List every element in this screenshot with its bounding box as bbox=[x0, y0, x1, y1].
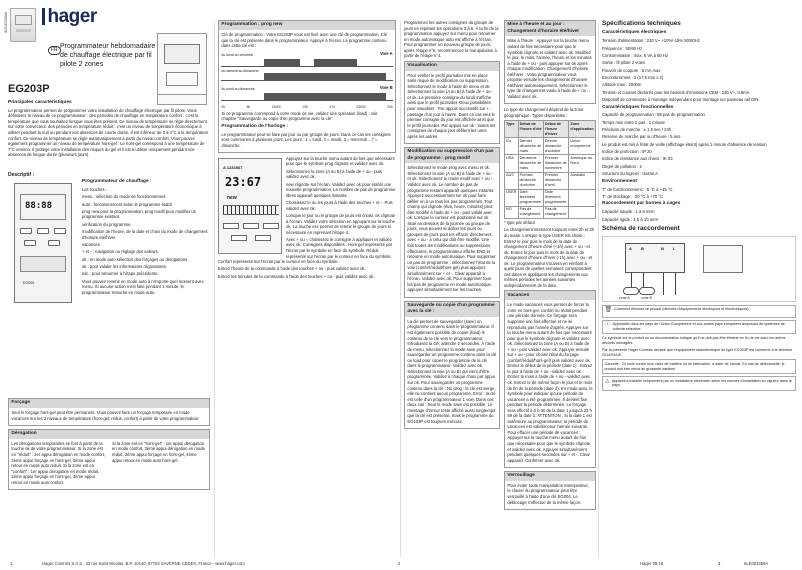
warning-box: ⚠ Appareil à installer uniquement par un installateur électricien selon les normes d'installation en vigueur dans le pays. bbox=[602, 376, 796, 391]
key-desc-menu: menu : sélection du mode de fonctionnement bbox=[82, 194, 166, 200]
footer-address: Hager Controls S.A.S., 33 rue Saint-Nicolas, B.P. 10140, 67703 SAVERNE CEDEX, France - www.hager.com bbox=[42, 561, 245, 566]
device-lcd: 88:88 bbox=[20, 194, 66, 220]
table-header: Début de l'heure d'été bbox=[518, 120, 543, 137]
step-2: Sélectionnez la zone (A ou B) à l'aide de + ou - puis validez avec ok. bbox=[286, 168, 382, 180]
document-title: Programmateur hebdomadaire de chauffage électrique par fil pilote 2 zones bbox=[60, 43, 156, 68]
wiring-diagram: A B N L zone A zone B bbox=[602, 236, 796, 302]
modification-box: Modification ou suppression d'un pas de programme : prog modif Sélectionnez le mode prog avec menu et ok. Sélectionnez la voie (A ou B) à l'aide de + ou - et ok. Sélectionnez le mode modif avec + ou -. Validez avec ok. Le nombre de pas de programme restant apparaît quelques instants. Appuyez successivement sur ok pour faire défiler un à un tous les pas programmés. Tout champ qui clignote (état, heure, minutes) peut être modifié à l'aide de + ou - puis validé avec ok. Lorsque le curseur est positionné sur ok situé au dessous de la journée ou groupe de jours, vous pouvez le déliter les jours ou groupes de jours pour les effacer directement, avec + ou - à celui qui doit être modifié. Une fois toutes les modifications ou suppressions effectuées, le programmateur affiche END et retourne en mode automatique. Pour supprimer un pas de programme : sélectionnez l'état de la voie (confort/réduit/hors-gel) puis appuyez simultanément sur + et -. Clear apparaît à l'écran. Validez avec ok. Pour supprimer tous les pas de programme en mode automatique, appuyez simultanément sur les touches. bbox=[404, 147, 500, 298]
derogation-box: Dérogation Les dérogations temporaires se font à partir de la touche ok de votre programmateur. Si la zone est en "réduit" : 1er appui dérogation en mode confort, 2ème appui forçage en hors-gel, 3ème appui retour en mode auto réduit. Si la zone est en "confort" : 1er appui dérogation en mode réduit, 2ème appui forçage en hors-gel, 3ème appui retour en mode auto confort. Si la zone est en "hors-gel" : 1er appui dérogation en mode confort, 2ème appui dérogation en mode réduit, 3ème appui forçage en hors-gel, 4ème appui retour en mode auto hors-gel. bbox=[8, 429, 210, 490]
table-header: Type bbox=[505, 120, 519, 137]
table-row: EU Dernier dimanche de mars Dernier dimanche d'octobre Union européenne bbox=[505, 138, 596, 155]
step-7: Entrez l'heure de la commande à l'aide des touches + ou - puis validez avec ok. bbox=[218, 266, 366, 272]
footer-date: Hager 09.18 bbox=[640, 561, 664, 566]
dst-table bbox=[504, 120, 596, 219]
key-desc-verify: vérification du programme. bbox=[82, 221, 132, 227]
timeline-times: 0h 6h 11h00 13h 17h 23h00 24h bbox=[221, 104, 393, 109]
footer-page-1: 1 bbox=[10, 561, 13, 566]
page4: Mise à l'heure et au jour : Changement d'horaire été/hiver Mise à l'heure : Appuyer sur la touche menu autant de fois nécessaire pour que le symbole clignote et validez avec ok. Modifiez le jour, le mois, l'année, l'heure et les minutes à l'aide de + ou - puis appuyer sur ok après chaque modification. Changement d'horaire été/hiver : Votre programmateur vous propose ensuite les changements d'horaire été/hiver automatiquement. Sélectionnez le type de changement voulu à l'aide de + ou -. Validez avec ok. Le type de changement dépend de la zone géographique. Types disponibles : Type Début de l'heure d'été Début de l'heure d'hiver Zone d'application EU Dernier dimanche de mars Dernier dimanche d'octobre Union européenne USA Deuxième dimanche de mars Premier dimanche de novembre Amérique du Nord AUS Premier dimanche d'octobre Premier dimanche d'avril Australie USER Date librement programmée Date librement programmée NO Pas de changement Pas de changement * type par défaut Le changement intervient toujours entre 2h et 3h du matin. Lorsque le type USER est choisi : Entrez le jour puis le mois de la date de changement d'heure d'été (+1h) avec + ou - et ok. Entrez le jour puis le mois de la date de changement d'heure d'hiver (-1h) avec + ou - et ok. Le programmateur trouvera en vérifiant à quels jours de quelles semaines correspondent ces dates et appliquera les changements aux mêmes périodes les années suivantes indépendamment de la date. Vacances Le mode vacances vous permet de forcer la zone en hors-gel, confort ou réduit pendant une période donnée. Ce forçage sera supprimé une fois effectué et ne se reproduira pas l'année d'après. Appuyer sur la touche menu autant de fois que nécessaire pour que le symbole clignote et validez avec ok. Sélectionnez la zone (A ou B) à l'aide de + ou - puis validez avec ok. Appuyer ensuite sur + ou - pour choisir l'état du forçage (confort/réduit/hors-gel) puis validez avec ok. Entrez le début de la période (date 1) : Entrez le jour à l'aide de + ou - validez avec ok. Entrez le mois à l'aide de + ou - validez avec ok. Entrez le de même façon le jour et le mois de fin de la période (date 2). En mode auto, le symbole pour indiquer qu'une période de vacances a été programmée. Il devient fixe pendant la période déterminée. Le forçage sera effectif à 0 h 00 de la date 1 jusqu'à 23 h 59 de la date 2. ATTENTION : Si la date 1 est antérieure au programmateur, la période de vacances est validée pour l'année suivante. Pour effacer une période de vacances : Appuyer sur la touche menu autant de fois que nécessaire pour que le symbole clignote et validez avec ok. Appuyer simultanément pendant quelques secondes sur + et -. Clear apparaît. Confirmer avec ok. Verrouillage Pour éviter toute manipulation intempestive, le clavier du programmateur peut être verrouillé à l'aide d'une clé EG004. Le déblocage s'effectue de la même façon. bbox=[504, 20, 596, 556]
return-auto-note: Vous pouvez revenir en mode auto à n'importe quel moment avec menu. Si aucune action n'est faite pendant 1 minute, le programmateur retourne en mode auto. bbox=[82, 278, 204, 295]
step-1: Appuyez sur la touche menu autant de fois que nécessaire pour que le symbole prog clignote et validez avec ok. bbox=[286, 155, 395, 167]
key-desc-esc: esc : pour retourner à l'étape précédente. bbox=[82, 271, 159, 277]
product-photo bbox=[10, 8, 36, 42]
esc-key[interactable] bbox=[54, 228, 66, 234]
time-setting-box: Mise à l'heure et au jour : Changement d'horaire été/hiver Mise à l'heure : Appuyer sur la touche menu autant de fois nécessaire pour que le symbole clignote et validez avec ok. Modifiez le jour, le mois, l'année, l'heure et les minutes à l'aide de + ou - puis appuyer sur ok après chaque modification. Changement d'horaire été/hiver : Votre programmateur vous propose ensuite les changements d'horaire été/hiver automatiquement. Sélectionnez le type de changement voulu à l'aide de + ou -. Validez avec ok. bbox=[504, 20, 596, 104]
table-row: USA Deuxième dimanche de mars Premier dimanche de novembre Amérique du Nord bbox=[505, 155, 596, 172]
save-box: Sauvegarde ou copie d'un programme avec la clé : La clé permet de sauvegarder (save) un programme contenu dans le programmateur. Il est également possible de copier (load) le contenu de la clé vers le programmateur. Introduisez la clé, attendre 2 secondes. À l'aide de menu, sélectionnez la mode save pour sauvegarder un programme contenu dans la clé ou load pour copier le programme de la clé dans le programmateur. Validez avec ok. Sélectionnez la voie (A ou B) qui vient d'être programmée. Validez à chaque choix par appui sur ok. Pour sauvegarder un programme contenu dans la clé : No prog : la clé est vierge, elle ne contient aucun programme. Error : la clé est celle d'un programmateur 1 voie. Dans ces deux cas : Seul le mode save est possible. Le message d'erreur reste affiché aussi longtemps que la clé est présente, mais le programme du EG103P est toujours exécuté. bbox=[404, 301, 500, 429]
page1-boxes bbox=[8, 398, 210, 493]
page5: Spécifications techniques Caractéristiques électriques Tension d'alimentation : 230 V~ +10%/-15% 50/60Hz Fréquence : 50/60 Hz Consommation : max. 6 VA à 50 Hz Sortie : fil pilote 2 voies Pouvoir de coupure : 5 mA max Encombrement : 2 (17,5 mm x 2) Altitude max : 2000m Tension et courant déclarés pour les besoins d'émissions CEM : 230 V~, 0.8mA Dispositif de commande à montage indépendant pour montage sur panneau rail DIN. Caractéristiques fonctionnelles Capacité de programmation : 56 pas de programmation Temps mini entre 2 pas : 1 minute Précision de marche : ± 1,5 sec / 24h Réserve de marche par ou d'heure : 5 ans Le produit est mis à l'état de veille (affichage éteint) après 1 minute d'absence de tension Indice de protection : IP 20 Indice de résistance aux chocs : IK 03 Degré de pollution : 2 Structure du logiciel : classe A Environnement T° de fonctionnement : -5 °C à +45 °C T° de stockage : -20 °C à +70 °C Raccordement par bornes à cages Capacité souple : 1 à 6 mm² Capacité rigide : 1,5 à 10 mm² Schéma de raccordement A B N L zone A zone B 🗑 Comment éliminer ce produit (déchets d'équipements électriques et électroniques). ⓘ Applicable dans les pays de l'Union Européenne et aux autres pays européens disposant de systèmes de collecte sélective. Ce symbole sur le produit ou sa documentation indique qu'il ne doit pas être éliminé en fin de vie avec les autres déchets ménagers. Par la présente Hager Controls déclare que l'équipement radioélectrique du type EG203P est conforme à la directive 2014/53/UE. Garantie : 24 mois contre tous vices de matière ou de fabrication, à dater de l'achat. En cas de défectuosité, le produit doit être remis au grossiste habituel. ⚠ Appareil à installer uniquement par un installateur électricien selon les normes d'installation en vigueur dans le pays. bbox=[602, 20, 796, 393]
page2 bbox=[218, 20, 396, 281]
logo-bar-icon bbox=[42, 8, 45, 25]
footer-page-2: 2 bbox=[398, 561, 401, 566]
weee-notice: 🗑 Comment éliminer ce produit (déchets d'équipements électriques et électroniques). bbox=[602, 305, 796, 318]
key-desc-time: modification de l'heure, de la date et choix du mode de changement d'horaire été/hiver. bbox=[82, 229, 208, 240]
visualisation-box: Visualisation Pour vérifier le profil journalier mis en place sans risque de modification ou suppression. Sélectionnez le mode à l'aide de menu et ok. Sélectionnez la voie (A ou B) à l'aide de + ou - et ok. La première consigne du lundi s'affiche ainsi que le profil journalier. Deux possibilités pour visualiser : Par appuis successifs sur + : passage d'un jour à l'autre. Dans ce cas seul le premier consigne du jour est affichée ainsi que le profil journalier. Par appuis sur ok : toutes les consignes de chaque jour défilent les unes après les autres. bbox=[404, 61, 500, 144]
key-desc-ok: ok : pour valider les informations clignotantes. bbox=[82, 264, 167, 270]
program-timeline-a: Voie A du lundi au vendredi du samedi au dimanche bbox=[221, 51, 392, 83]
doc-code-vertical: 6LE003356A bbox=[4, 12, 8, 33]
step-6: Avec + ou -, choisissez le consigne à appliquer et validez avec ok. Consignes disponibles : Hors gel représenté par l'écran par le symbole en face du symbole. Réduit représenté sur l'écran par le curseur en face du symbole. Confort représenté sur l'écran par le curseur en face du symbole. bbox=[218, 236, 393, 265]
warning-icon: ⚠ bbox=[604, 378, 610, 385]
menu-key[interactable] bbox=[20, 228, 32, 234]
table-header: Zone d'application bbox=[569, 120, 596, 137]
guarantee-box: Garantie : 24 mois contre tous vices de matière ou de fabrication, à dater de l'achat. En cas de défectuosité, le produit doit être remis au grossiste habituel. bbox=[602, 359, 796, 374]
key-desc-prog: prog new pour la programmation, prog modif pour modifier un programme existant. bbox=[82, 208, 197, 220]
step-5: Lorsque le jour ou le groupe de jours est choisi, ok clignote à l'écran. Validez votre sélection en appuyant sur la touche ok. La touche esc permet de retenir le groupe de jours si nécessaire en reprenant l'étape 4. bbox=[286, 212, 396, 235]
weee-bin-icon: 🗑 bbox=[604, 307, 613, 314]
program-timeline-b: Voie B du lundi au dimanche bbox=[221, 85, 392, 103]
device-illustration bbox=[157, 33, 207, 105]
key-desc-holiday: vacances. bbox=[82, 241, 101, 247]
table-row: AUS Premier dimanche d'octobre Premier dimanche d'avril Australie bbox=[505, 172, 596, 189]
model-number: EG203P bbox=[8, 83, 50, 95]
footer-code: 6LE003356A bbox=[744, 561, 769, 566]
page3: Programmez les autres consignes du groupe de jours en répétant les opérations 3 à 8. À la fin de la programmation appuyez sur menu pour retourner en mode automatique auto est affiché à l'écran. Pour programmer un nouveau groupe de jours, après l'étape n°6, recommencez la manipulation à partir de l'étape n°4. Visualisation Pour vérifier le profil journalier mis en place sans risque de modification ou suppression. Sélectionnez le mode à l'aide de menu et ok. Sélectionnez la voie (A ou B) à l'aide de + ou - et ok. La première consigne du lundi s'affiche ainsi que le profil journalier. Deux possibilités pour visualiser : Par appuis successifs sur + : passage d'un jour à l'autre. Dans ce cas seul le premier consigne du jour est affichée ainsi que le profil journalier. Par appuis sur ok : toutes les consignes de chaque jour défilent les unes après les autres. Modification ou suppression d'un pas de programme : prog modif Sélectionnez le mode prog avec menu et ok. Sélectionnez la voie (A ou B) à l'aide de + ou - et ok. Sélectionnez le mode modif avec + ou -. Validez avec ok. Le nombre de pas de programme restant apparaît quelques instants. Appuyez successivement sur ok pour faire défiler un à un tous les pas programmés. Tout champ qui clignote (état, heure, minutes) peut être modifié à l'aide de + ou - puis validé avec ok. Lorsque le curseur est positionné sur ok situé au dessous de la journée ou groupe de jours, vous pouvez le déliter les jours ou groupes de jours pour les effacer directement, avec + ou - à celui qui doit être modifié. Une fois toutes les modifications ou suppressions effectuées, le programmateur affiche END et retourne en mode automatique. Pour supprimer un pas de programme : sélectionnez l'état de la voie (confort/réduit/hors-gel) puis appuyez simultanément sur + et -. Clear apparaît à l'écran. Validez avec ok. Pour supprimer tous les pas de programme en mode automatique, appuyez simultanément sur les touches. Sauvegarde ou copie d'un programme avec la clé : La clé permet de sauvegarder (save) un programme contenu dans le programmateur. Il est également possible de copier (load) le contenu de la clé vers le programmateur. Introduisez la clé, attendre 2 secondes. À l'aide de menu, sélectionnez la mode save pour sauvegarder un programme contenu dans la clé ou load pour copier le programme de la clé dans le programmateur. Validez avec ok. Sélectionnez la voie (A ou B) qui vient d'être programmée. Validez à chaque choix par appui sur ok. Pour sauvegarder un programme contenu dans la clé : No prog : la clé est vierge, elle ne contient aucun programme. Error : la clé est celle d'un programmateur 1 voie. Dans ces deux cas : Seul le mode save est possible. Le message d'erreur reste affiché aussi longtemps que la clé est présente, mais le programme du EG103P est toujours exécuté. bbox=[404, 20, 500, 556]
step-3: new clignote sur l'écran. Validez avec ok pour établir une nouvelle programmation. Le nombre de pas de programme libres apparaît quelques instants. bbox=[286, 181, 396, 198]
table-row: USER Date librement programmée Date librement programmée bbox=[505, 189, 596, 206]
key-desc-ok-auto: ok : en mode auto sélection des forçages ou dérogations. bbox=[82, 256, 189, 262]
verrouillage-box: Verrouillage Pour éviter toute manipulation intempestive, le clavier du programmateur peut être verrouillé à l'aide d'une clé EG004. Le déblocage s'effectue de la même façon. bbox=[504, 471, 596, 510]
minus-key[interactable] bbox=[24, 240, 36, 246]
device-front-panel bbox=[14, 183, 72, 303]
ok-key[interactable] bbox=[37, 228, 49, 234]
hager-logo: hager bbox=[42, 4, 97, 29]
eu-notice: ⓘ Applicable dans les pays de l'Union Européenne et aux autres pays européens disposant de systèmes de collecte sélective. bbox=[602, 320, 796, 335]
plus-key[interactable] bbox=[48, 240, 60, 246]
key-desc-plus-minus: + et - : navigation ou réglage des valeurs. bbox=[82, 249, 159, 255]
prog-new-box: Programmation : prog new Clé de programmation : Votre EG203P vous est livré avec une clé de programmation. Clé que la clé est présente dans le programmateur. Appuyé à l'écran. Le programme contenu dans cette clé est : Voie A du lundi au vendredi du samedi au dimanche Voie B du lundi au dimanche 0h 6h 11h00 13h 17h 23h00 24h Si ce programme correspond à votre mode de vie, validez une opération (load) : voir chapitre "Sauvegarde ou copie d'un programme avec la clé". Programmation de l'horloge : Le programmateur peut se faire par jour ou par groupe de jours. Dans ce cas les consignes sont communes à plusieurs jours. Les jours : 1 = lundi, 2 = mardi, 3 = mercredi ...7 = dimanche. bbox=[218, 20, 396, 153]
page1-intro: Principales caractéristiques Le programmateur permet de programmer votre installation de chauffage électrique par fil pilote. Vous définissez le niveau de ce programmateur : des périodes de chauffage en température confort : c'est la température que vous souhaitez lorsque vous êtes présent. Ce niveau de température se règle directement sur votre convecteur. des périodes en température réduit : c'est un niveau de température économique à utiliser pendant la nuit ou pendant vos absences de courte durée. Il est inférieur de 3 à 4°C à la température confort. Ce niveau de température se règle automatiquement à partir du niveau confort. Vous pouvez également programmer un niveau de température hors-gel : Le hors-gel correspond à une température de 7°C environ. Il protège votre installation des risques du gel et il est à utiliser uniquement pendant vos absences de longue durée (plusieurs jours). bbox=[8, 100, 209, 158]
vacances-box: Vacances Le mode vacances vous permet de forcer la zone en hors-gel, confort ou réduit pendant une période donnée. Ce forçage sera supprimé une fois effectué et ne se reproduira pas l'année d'après. Appuyer sur la touche menu autant de fois que nécessaire pour que le symbole clignote et validez avec ok. Sélectionnez la zone (A ou B) à l'aide de + ou - puis validez avec ok. Appuyer ensuite sur + ou - pour choisir l'état du forçage (confort/réduit/hors-gel) puis validez avec ok. Entrez le début de la période (date 1) : Entrez le jour à l'aide de + ou - validez avec ok. Entrez le mois à l'aide de + ou - validez avec ok. Entrez le de même façon le jour et le mois de fin de la période (date 2). En mode auto, le symbole pour indiquer qu'une période de vacances a été programmée. Il devient fixe pendant la période déterminée. Le forçage sera effectif à 0 h 00 de la date 1 jusqu'à 23 h 59 de la date 2. ATTENTION : Si la date 1 est antérieure au programmateur, la période de vacances est validée pour l'année suivante. Pour effacer une période de vacances : Appuyer sur la touche menu autant de fois que nécessaire pour que le symbole clignote et validez avec ok. Appuyer simultanément pendant quelques secondes sur + et -. Clear apparaît. Confirmer avec ok. bbox=[504, 290, 596, 468]
lcd-illustration: A 1234567 23:67 new bbox=[218, 158, 282, 254]
table-row: NO Pas de changement Pas de changement bbox=[505, 206, 596, 218]
step-4: Choisissez le ou les jours à l'aide des touches + et -. Puis validez avec ok. bbox=[286, 200, 393, 211]
descriptif-title: Descriptif : bbox=[8, 172, 35, 178]
page1-keys: Programmateur de chauffage : Les touches : menu : sélection du mode de fonctionnement auto : fonctionnement selon le programme établi. prog new pour la programmation, prog modif pour modifier un programme existant. vérification du programme. modification de l'heure, de la date et choix du mode de changement d'horaire été/hiver. vacances. + et - : navigation ou réglage des valeurs. ok : en mode auto sélection des forçages ou dérogations. ok : pour valider les informations clignotantes. esc : pour retourner à l'étape précédente. Vous pouvez revenir en mode auto à n'importe quel moment avec menu. Si aucune action n'est faite pendant 1 minute, le programmateur retourne en mode auto. bbox=[82, 177, 210, 297]
table-header: Début de l'heure d'hiver bbox=[543, 120, 569, 137]
info-icon: ⓘ bbox=[604, 322, 611, 328]
step-8: Entrez les minutes de la commande à l'aide des touches + ou - puis validez avec ok. bbox=[218, 273, 375, 279]
device-label: EG005 bbox=[23, 281, 35, 285]
terminal-block bbox=[20, 256, 66, 272]
key-desc-auto: auto : fonctionnement selon le programme établi. bbox=[82, 201, 173, 207]
language-badge: FR bbox=[48, 46, 61, 55]
forcage-box: Forçage Seul le forçage hors-gel peut être permanent. Vous pouvez faire un forçage temporaire en mode vacances sur les 3 niveaux de température (hors-gel, réduit, confort) à partir de votre programmateur. bbox=[8, 398, 210, 426]
footer-page-3: 3 bbox=[718, 561, 721, 566]
lcd-key-row bbox=[223, 223, 279, 249]
